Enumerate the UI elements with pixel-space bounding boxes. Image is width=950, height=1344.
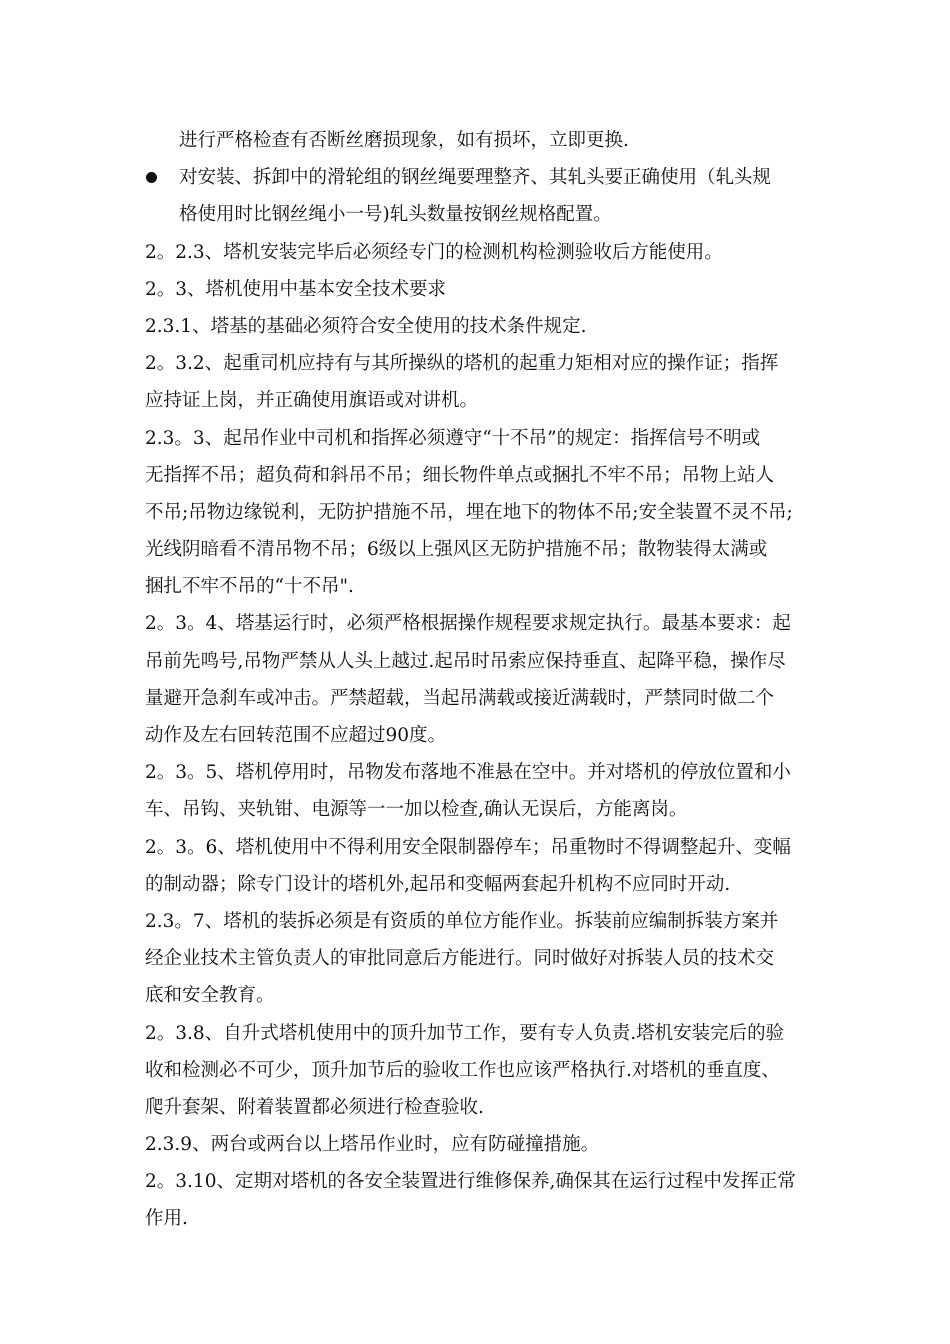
text-line: 进行严格检查有否断丝磨损现象，如有损坏，立即更换. — [179, 130, 629, 151]
bullet-icon — [146, 172, 157, 183]
text-line: 2。2.3、塔机安装完毕后必须经专门的检测机构检测验收后方能使用。 — [145, 241, 723, 263]
text-line: 收和检测必不可少，顶升加节后的验收工作也应该严格执行.对塔机的垂直度、 — [145, 1059, 780, 1081]
text-line: 格使用时比钢丝绳小一号)轧头数量按钢丝规格配置。 — [179, 204, 612, 226]
text-line: 量避开急刹车或冲击。严禁超载，当起吊满载或接近满载时，严禁同时做二个 — [145, 687, 775, 709]
text-line: 2.3。7、塔机的装拆必须是有资质的单位方能作业。拆装前应编制拆装方案并 — [145, 910, 779, 932]
text-line: 应持证上岗，并正确使用旗语或对讲机。 — [145, 390, 479, 412]
document-page — [145, 122, 813, 1238]
text-line: 2。3.10、定期对塔机的各安全装置进行维修保养,确保其在运行过程中发挥正常 — [145, 1171, 796, 1193]
text-line: 2。3.2、起重司机应持有与其所操纵的塔机的起重力矩相对应的操作证；指挥 — [145, 353, 779, 375]
text-line: 捆扎不牢不吊的“十不吊". — [145, 576, 354, 598]
text-line: 2。3。4、塔基运行时，必须严格根据操作规程要求规定执行。最基本要求：起 — [145, 613, 791, 635]
text-line: 底和安全教育。 — [145, 985, 275, 1007]
text-line: 无指挥不吊；超负荷和斜吊不吊；细长物件单点或捆扎不牢不吊；吊物上站人 — [145, 464, 775, 486]
text-line: 2.3.1、塔基的基础必须符合安全使用的技术条件规定. — [145, 315, 587, 337]
text-line: 2。3.8、自升式塔机使用中的顶升加节工作，要有专人负责.塔机安装完后的验 — [145, 1022, 785, 1044]
text-line: 2.3.9、两台或两台以上塔吊作业时，应有防碰撞措施。 — [145, 1134, 600, 1156]
section-heading: 2。3、塔机使用中基本安全技术要求 — [145, 278, 447, 300]
text-line: 的制动器；除专门设计的塔机外,起吊和变幅两套起升机构不应同时开动. — [145, 873, 731, 895]
text-line: 动作及左右回转范围不应超过90度。 — [145, 725, 447, 746]
text-line: 车、吊钩、夹轨钳、电源等一一加以检查,确认无误后，方能离岗。 — [145, 799, 688, 821]
text-line: 作用. — [145, 1208, 188, 1230]
text-line: 2。3。6、塔机使用中不得利用安全限制器停车；吊重物时不得调整起升、变幅 — [145, 836, 791, 858]
text-line: 光线阴暗看不清吊物不吊；6级以上强风区无防护措施不吊；散物装得太满或 — [145, 539, 768, 561]
text-line: 2。3。5、塔机停用时，吊物发布落地不准悬在空中。并对塔机的停放位置和小 — [145, 762, 791, 784]
text-line: 爬升套架、附着装置都必须进行检查验收. — [145, 1096, 484, 1118]
bullet-item — [145, 159, 813, 196]
text-line: 经企业技术主管负责人的审批同意后方能进行。同时做好对拆装人员的技术交 — [145, 948, 775, 970]
text-line: 不吊;吊物边缘锐利，无防护措施不吊，埋在地下的物体不吊;安全装置不灵不吊; — [145, 501, 793, 523]
text-line: 2.3。3、起吊作业中司机和指挥必须遵守“十不吊”的规定：指挥信号不明或 — [145, 427, 761, 449]
text-line: 吊前先鸣号,吊物严禁从人头上越过.起吊时吊索应保持垂直、起降平稳，操作尽 — [145, 650, 786, 672]
text-line: 对安装、拆卸中的滑轮组的钢丝绳要理整齐、其轧头要正确使用（轧头规 — [179, 167, 772, 189]
